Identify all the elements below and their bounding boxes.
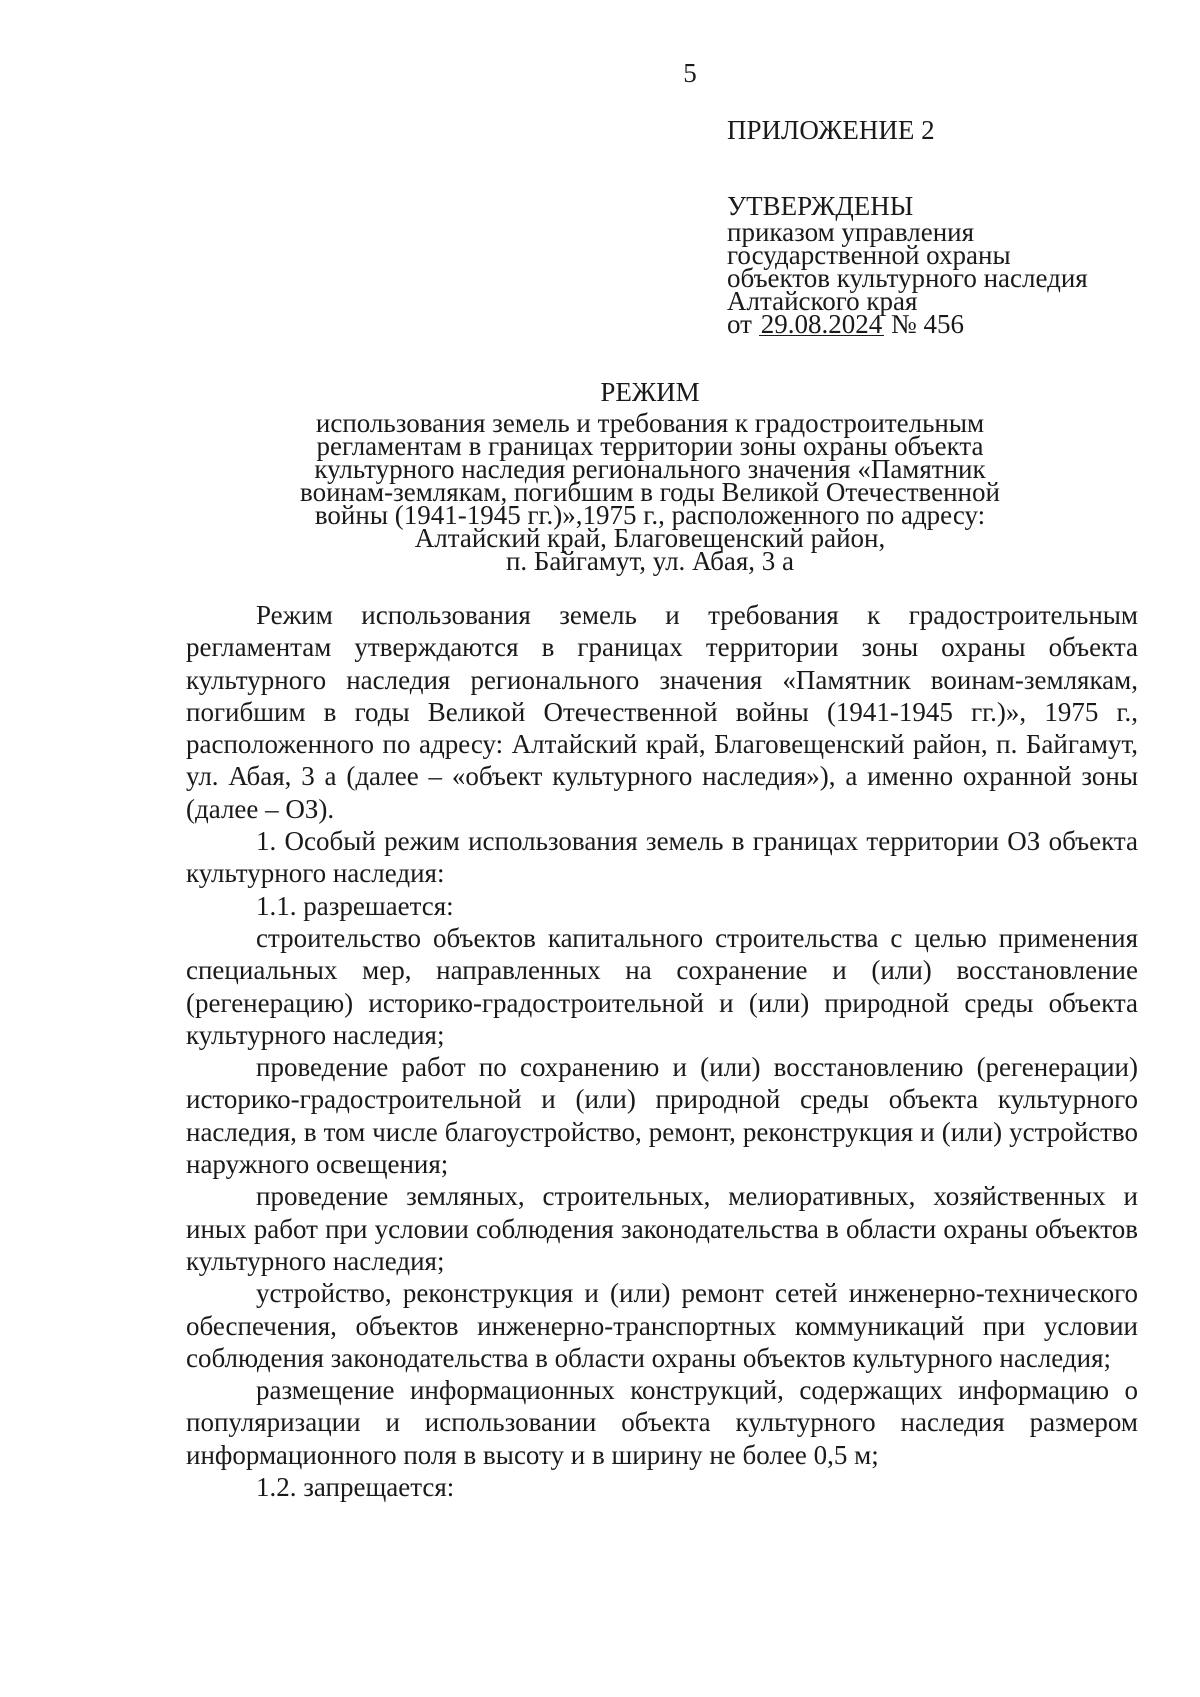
- approval-line: объектов культурного наследия: [727, 263, 1088, 293]
- approval-line: Алтайского края: [727, 286, 918, 316]
- page-number: 5: [683, 58, 697, 88]
- subtitle-line: культурного наследия регионального значения «Памятник: [314, 454, 986, 484]
- body-paragraph: устройство, реконструкция и (или) ремонт сетей инженерно-технического обеспечения, объектов инженерно-транспортных коммуникаций при условии соблюдения законодательства в области охраны объектов культурного наследия;: [186, 1278, 1138, 1373]
- body-paragraph: 1.2. запрещается:: [256, 1472, 455, 1503]
- body-paragraph: Режим использования земель и требования к градостроительным регламентам утверждаются в границах территории зоны охраны объекта культурного наследия регионального значения «Памятник воинам-землякам, погибшим в годы Великой Отечественной войны (1941-1945 гг.)», 1975 г., расположенного по адресу: Алтайский край, Благовещенский район, п. Байгамут, ул. Абая, 3 а (далее – «объект культурного наследия»), а именно охранной зоны (далее – ОЗ).: [186, 600, 1138, 824]
- body-paragraph: проведение земляных, строительных, мелиоративных, хозяйственных и иных работ при условии соблюдения законодательства в области охраны объектов культурного наследия;: [186, 1181, 1138, 1276]
- approved-heading: УТВЕРЖДЕНЫ: [727, 191, 914, 221]
- approval-line: государственной охраны: [727, 240, 1011, 270]
- date-prefix: от: [727, 309, 752, 339]
- document-body: [186, 599, 1138, 1503]
- appendix-heading: ПРИЛОЖЕНИЕ 2: [727, 115, 935, 145]
- subtitle-line: п. Байгамут, ул. Абая, 3 а: [505, 546, 795, 576]
- subtitle-line: войны (1941-1945 гг.)»,1975 г., расположенного по адресу:: [314, 500, 986, 530]
- body-paragraph: строительство объектов капитального строительства с целью применения специальных мер, направленных на сохранение и (или) восстановление (регенерацию) историко-градостроительной и (или) природной среды объекта культурного наследия;: [186, 922, 1138, 1050]
- document-title: РЕЖИМ: [600, 377, 700, 407]
- body-paragraph: размещение информационных конструкций, содержащих информацию о популяризации и использовании объекта культурного наследия размером информационного поля в высоту и в ширину не более 0,5 м;: [186, 1375, 1138, 1470]
- body-paragraph: 1.1. разрешается:: [256, 890, 454, 921]
- body-paragraph: проведение работ по сохранению и (или) восстановлению (регенерации) историко-градостроительной и (или) природной среды объекта культурного наследия, в том числе благоустройство, ремонт, реконструкция и (или) устройство наружного освещения;: [186, 1052, 1138, 1180]
- subtitle-line: регламентам в границах территории зоны охраны объекта: [316, 431, 984, 461]
- document-title-block: [280, 377, 1020, 576]
- approval-block: [727, 115, 1167, 339]
- order-date-line: [727, 309, 1167, 339]
- subtitle-line: Алтайский край, Благовещенский район,: [414, 523, 886, 553]
- order-number: № 456: [890, 309, 964, 339]
- subtitle-line: использования земель и требования к градостроительным: [315, 408, 985, 438]
- order-date: 29.08.2024: [760, 309, 883, 339]
- approval-line: приказом управления: [727, 217, 975, 247]
- body-paragraph: 1. Особый режим использования земель в границах территории ОЗ объекта культурного наследия:: [186, 826, 1138, 889]
- subtitle-line: воинам-землякам, погибшим в годы Великой Отечественной: [300, 477, 1000, 507]
